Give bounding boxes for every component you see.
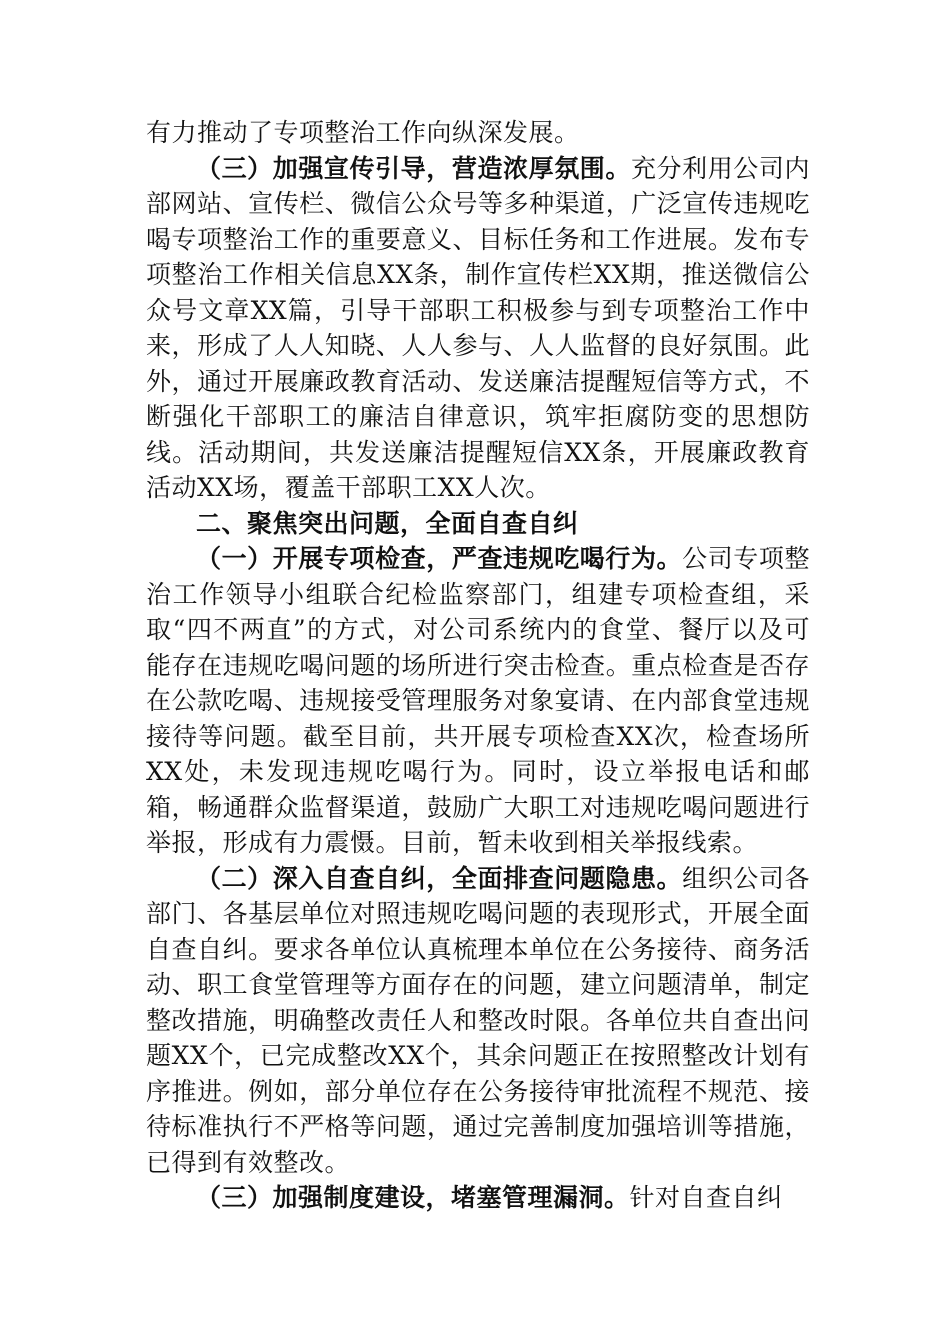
paragraph-self-check (146, 861, 810, 1181)
section-heading (146, 506, 810, 542)
paragraph-lead: （二）深入自查自纠，全面排查问题隐患。 (196, 863, 683, 893)
section-heading-text: 二、聚焦突出问题，全面自查自纠 (196, 508, 579, 538)
document-page (146, 115, 810, 1216)
paragraph-lead: （三）加强制度建设，堵塞管理漏洞。 (196, 1183, 630, 1212)
paragraph-text: 公司专项整治工作领导小组联合纪检监察部门，组建专项检查组，采取“四不两直”的方式，对公司系统内的食堂、餐厅以及可能存在违规吃喝问题的场所进行突击检查。重点检查是否存在公款吃喝、违规接受管理服务对象宴请、在内部食堂违规接待等问题。截至目前，共开展专项检查XX次，检查场所XX处，未发现违规吃喝行为。同时，设立举报电话和邮箱，畅通群众监督渠道，鼓励广大职工对违规吃喝问题进行举报，形成有力震慑。目前，暂未收到相关举报线索。 (146, 544, 810, 857)
paragraph-system-building (146, 1180, 810, 1216)
paragraph-continuation (146, 115, 810, 151)
paragraph-publicity (146, 151, 810, 506)
paragraph-text: 针对自查自纠 (629, 1183, 783, 1212)
paragraph-lead: （三）加强宣传引导，营造浓厚氛围。 (196, 153, 631, 183)
paragraph-inspection (146, 541, 810, 861)
paragraph-text: 充分利用公司内部网站、宣传栏、微信公众号等多种渠道，广泛宣传违规吃喝专项整治工作的重要意义、目标任务和工作进展。发布专项整治工作相关信息XX条，制作宣传栏XX期，推送微信公众号文章XX篇，引导干部职工积极参与到专项整治工作中来，形成了人人知晓、人人参与、人人监督的良好氛围。此外，通过开展廉政教育活动、发送廉洁提醒短信等方式，不断强化干部职工的廉洁自律意识，筑牢拒腐防变的思想防线。活动期间，共发送廉洁提醒短信XX条，开展廉政教育活动XX场，覆盖干部职工XX人次。 (146, 153, 810, 502)
paragraph-text: 有力推动了专项整治工作向纵深发展。 (146, 118, 580, 147)
paragraph-text: 组织公司各部门、各基层单位对照违规吃喝问题的表现形式，开展全面自查自纠。要求各单位认真梳理本单位在公务接待、商务活动、职工食堂管理等方面存在的问题，建立问题清单，制定整改措施，明确整改责任人和整改时限。各单位共自查出问题XX个，已完成整改XX个，其余问题正在按照整改计划有序推进。例如，部分单位存在公务接待审批流程不规范、接待标准执行不严格等问题，通过完善制度加强培训等措施，已得到有效整改。 (146, 863, 810, 1177)
paragraph-lead: （一）开展专项检查，严查违规吃喝行为。 (196, 544, 683, 573)
